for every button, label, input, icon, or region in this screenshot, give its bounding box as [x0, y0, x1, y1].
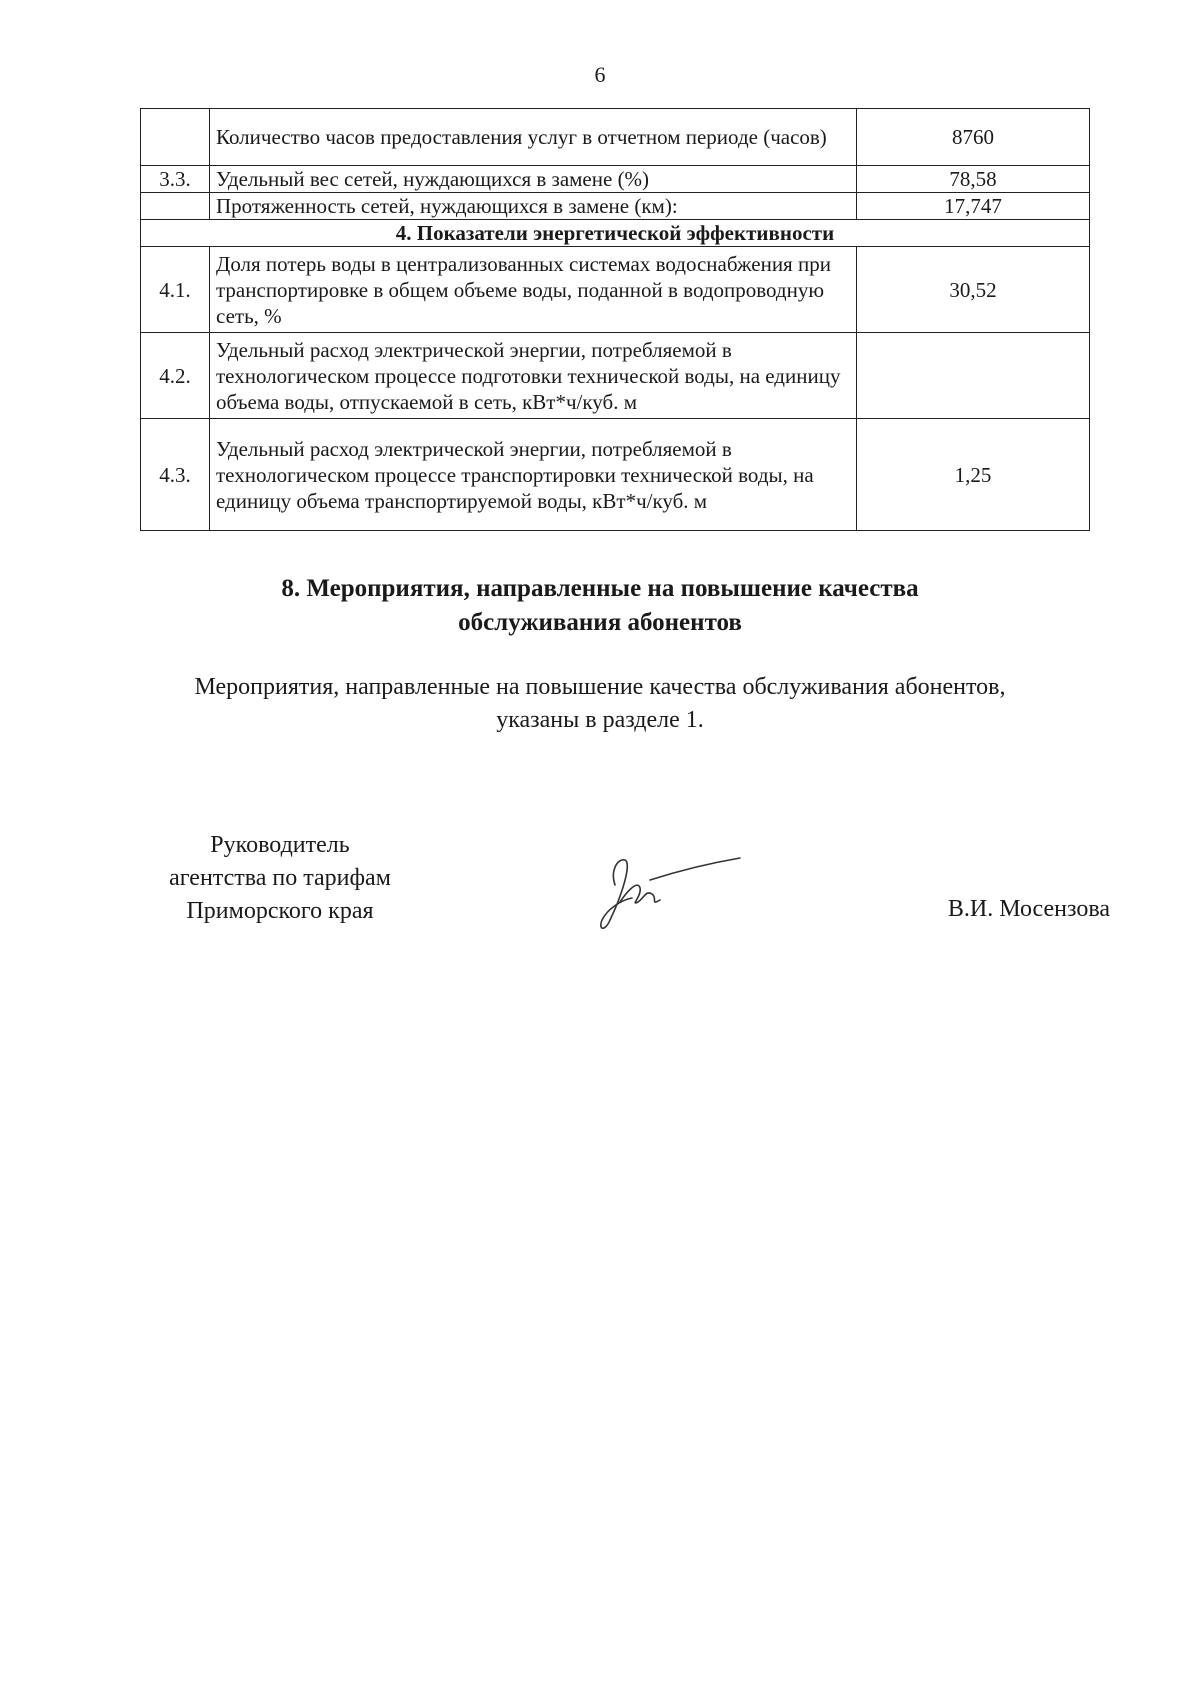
section-heading-line: обслуживания абонентов [458, 609, 742, 636]
page-number: 6 [594, 62, 606, 87]
body-text-line: Мероприятия, направленные на повышение качества обслуживания абонентов, [194, 674, 1006, 700]
table-row [141, 247, 1090, 333]
table-section-header [141, 220, 1090, 247]
table-row [141, 109, 1090, 166]
table-row [141, 333, 1090, 419]
table-row [141, 166, 1090, 193]
row-description: Удельный вес сетей, нуждающихся в замене (%) [210, 166, 857, 193]
handwritten-signature [580, 840, 750, 940]
indicators-table [140, 108, 1090, 531]
signer-title [130, 829, 430, 928]
body-text-line: указаны в разделе 1. [496, 707, 704, 733]
section-header-cell: 4. Показатели энергетической эффективности [141, 220, 1090, 247]
row-description: Удельный расход электрической энергии, потребляемой в технологическом процессе транспортировки технической воды, на единицу объема транспортируемой воды, кВт*ч/куб. м [210, 419, 857, 531]
signer-name: В.И. Мосензова [947, 896, 1110, 922]
row-description: Доля потерь воды в централизованных системах водоснабжения при транспортировке в общем объеме воды, поданной в водопроводную сеть, % [210, 247, 857, 333]
row-number: 4.3. [141, 419, 210, 531]
signer-title-line: агентства по тарифам [169, 865, 391, 891]
section-heading-line: 8. Мероприятия, направленные на повышение качества [281, 575, 919, 602]
row-number: 4.2. [141, 333, 210, 419]
row-value: 1,25 [857, 419, 1090, 531]
row-value: 78,58 [857, 166, 1090, 193]
section-8-body [0, 671, 1200, 737]
row-value: 30,52 [857, 247, 1090, 333]
row-value [857, 333, 1090, 419]
row-value: 17,747 [857, 193, 1090, 220]
section-8-heading [0, 572, 1200, 640]
row-number: 3.3. [141, 166, 210, 193]
signer-title-line: Руководитель [210, 832, 350, 858]
row-number [141, 193, 210, 220]
row-value: 8760 [857, 109, 1090, 166]
row-number: 4.1. [141, 247, 210, 333]
table-row [141, 193, 1090, 220]
row-description: Удельный расход электрической энергии, потребляемой в технологическом процессе подготовки технической воды, на единицу объема воды, отпускаемой в сеть, кВт*ч/куб. м [210, 333, 857, 419]
signer-title-line: Приморского края [186, 898, 374, 924]
table-row [141, 419, 1090, 531]
row-description: Количество часов предоставления услуг в отчетном периоде (часов) [210, 109, 857, 166]
row-description: Протяженность сетей, нуждающихся в замене (км): [210, 193, 857, 220]
row-number [141, 109, 210, 166]
